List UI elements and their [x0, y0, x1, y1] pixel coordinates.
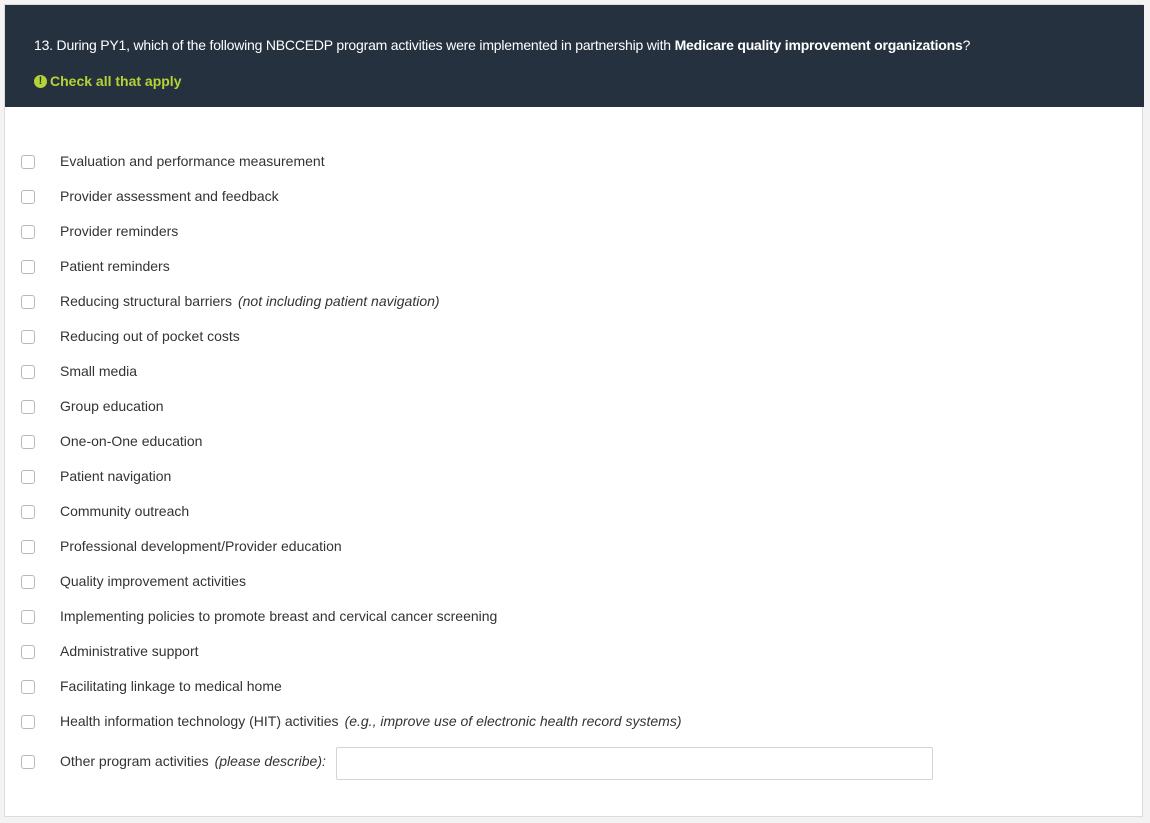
- option-patient-reminders[interactable]: [21, 257, 170, 277]
- option-administrative-support[interactable]: [21, 642, 199, 662]
- option-label: Reducing out of pocket costs: [60, 328, 240, 344]
- option-implementing-policies[interactable]: [21, 607, 498, 627]
- option-provider-reminders[interactable]: [21, 222, 179, 242]
- option-small-media[interactable]: [21, 362, 138, 382]
- option-note: (not including patient navigation): [237, 293, 440, 309]
- option-community-outreach[interactable]: [21, 502, 190, 522]
- option-label: One-on-One education: [60, 433, 203, 449]
- checkbox[interactable]: [21, 470, 35, 484]
- exclamation-circle-icon: !: [34, 75, 47, 88]
- checkbox[interactable]: [21, 330, 35, 344]
- option-label: Community outreach: [60, 503, 190, 519]
- option-label: Administrative support: [60, 643, 199, 659]
- option-professional-development[interactable]: [21, 537, 342, 557]
- question-text: [34, 37, 970, 53]
- checkbox[interactable]: [21, 365, 35, 379]
- question-prefix: 13. During PY1, which of the following NBCCEDP program activities were implemented in partnership with: [34, 37, 675, 53]
- checkbox[interactable]: [21, 435, 35, 449]
- option-provider-assessment[interactable]: [21, 187, 279, 207]
- checkbox[interactable]: [21, 540, 35, 554]
- option-label: Small media: [60, 363, 138, 379]
- option-quality-improvement[interactable]: [21, 572, 246, 592]
- question-card: [4, 4, 1143, 817]
- checkbox[interactable]: [21, 680, 35, 694]
- checkbox[interactable]: [21, 155, 35, 169]
- question-header: [5, 5, 1144, 107]
- option-label: Professional development/Provider education: [60, 538, 342, 554]
- option-other[interactable]: [21, 752, 326, 772]
- checkbox[interactable]: [21, 260, 35, 274]
- question-suffix: ?: [962, 37, 971, 53]
- option-label: Provider reminders: [60, 223, 179, 239]
- option-label: Reducing structural barriers (not including patient navigation): [60, 293, 440, 309]
- option-one-on-one[interactable]: [21, 432, 203, 452]
- checkbox[interactable]: [21, 610, 35, 624]
- option-note: (please describe):: [214, 753, 326, 769]
- option-label: Health information technology (HIT) activities (e.g., improve use of electronic health record systems): [60, 713, 682, 729]
- option-label: Patient reminders: [60, 258, 170, 274]
- checkbox[interactable]: [21, 400, 35, 414]
- option-patient-navigation[interactable]: [21, 467, 172, 487]
- checkbox[interactable]: [21, 755, 35, 769]
- checkbox[interactable]: [21, 575, 35, 589]
- checkbox[interactable]: [21, 715, 35, 729]
- option-label: Implementing policies to promote breast and cervical cancer screening: [60, 608, 498, 624]
- hint-text: Check all that apply: [50, 73, 182, 89]
- option-out-of-pocket[interactable]: [21, 327, 240, 347]
- option-hit-activities[interactable]: [21, 712, 682, 732]
- option-medical-home[interactable]: [21, 677, 282, 697]
- checkbox[interactable]: [21, 190, 35, 204]
- checkbox[interactable]: [21, 505, 35, 519]
- checkbox[interactable]: [21, 295, 35, 309]
- checkbox[interactable]: [21, 225, 35, 239]
- option-structural-barriers[interactable]: [21, 292, 440, 312]
- option-label: Patient navigation: [60, 468, 172, 484]
- option-label: Evaluation and performance measurement: [60, 153, 325, 169]
- question-emphasis: Medicare quality improvement organizations: [674, 37, 963, 53]
- option-label: Other program activities (please describe):: [60, 753, 326, 769]
- option-label: Quality improvement activities: [60, 573, 246, 589]
- option-label: Group education: [60, 398, 164, 414]
- option-group-education[interactable]: [21, 397, 164, 417]
- option-label: Provider assessment and feedback: [60, 188, 279, 204]
- option-note: (e.g., improve use of electronic health record systems): [344, 713, 682, 729]
- other-description-input[interactable]: [336, 747, 933, 780]
- check-all-hint: [34, 73, 181, 89]
- option-evaluation[interactable]: [21, 152, 325, 172]
- checkbox[interactable]: [21, 645, 35, 659]
- option-label: Facilitating linkage to medical home: [60, 678, 282, 694]
